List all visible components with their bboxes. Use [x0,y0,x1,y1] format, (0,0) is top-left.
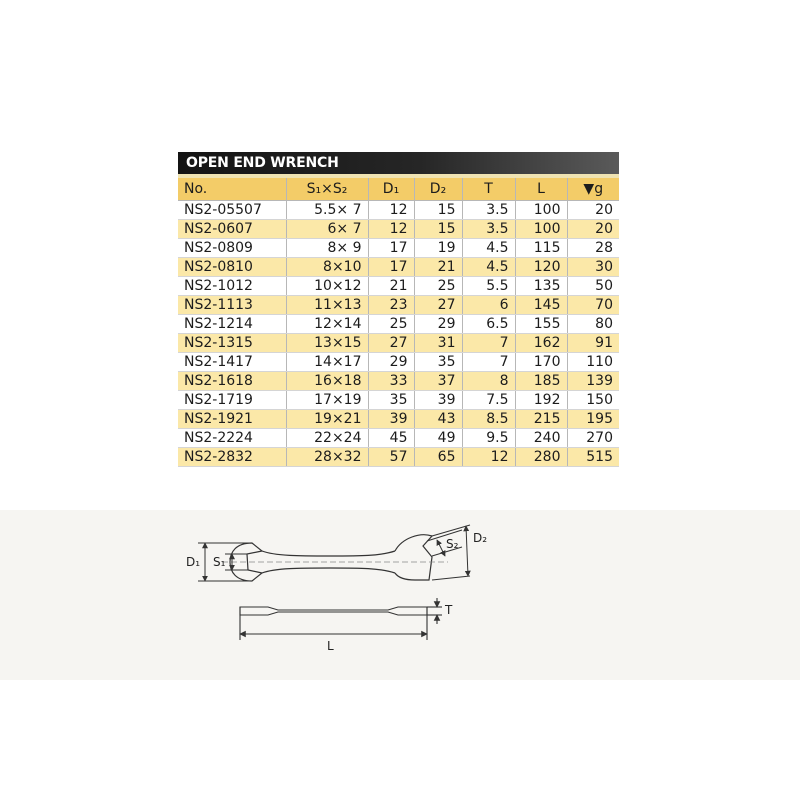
cell-size: 5.5× 7 [286,201,368,220]
cell-weight: 139 [567,372,619,391]
cell-size: 17×19 [286,391,368,410]
header-t: T [462,178,515,201]
table-row [178,296,619,315]
header-d2: D₂ [414,178,462,201]
cell-t: 6.5 [462,315,515,334]
cell-d1: 39 [368,410,414,429]
cell-no: NS2-1417 [178,353,286,372]
cell-l: 115 [515,239,567,258]
cell-weight: 20 [567,220,619,239]
table-row [178,315,619,334]
cell-weight: 30 [567,258,619,277]
label-d2: D₂ [473,531,488,545]
cell-l: 215 [515,410,567,429]
cell-d2: 15 [414,220,462,239]
cell-size: 12×14 [286,315,368,334]
cell-t: 4.5 [462,239,515,258]
cell-no: NS2-1113 [178,296,286,315]
cell-d2: 37 [414,372,462,391]
cell-size: 22×24 [286,429,368,448]
cell-no: NS2-1719 [178,391,286,410]
cell-size: 10×12 [286,277,368,296]
cell-d2: 43 [414,410,462,429]
cell-d1: 17 [368,258,414,277]
cell-weight: 70 [567,296,619,315]
cell-weight: 270 [567,429,619,448]
table-row [178,410,619,429]
table-row [178,448,619,467]
cell-size: 13×15 [286,334,368,353]
label-s1: S₁ [213,555,226,569]
cell-t: 7 [462,334,515,353]
table-row [178,258,619,277]
cell-d1: 17 [368,239,414,258]
cell-t: 7 [462,353,515,372]
cell-weight: 20 [567,201,619,220]
table-row [178,391,619,410]
header-d1: D₁ [368,178,414,201]
cell-d2: 35 [414,353,462,372]
cell-no: NS2-05507 [178,201,286,220]
cell-l: 192 [515,391,567,410]
cell-d1: 12 [368,201,414,220]
cell-size: 16×18 [286,372,368,391]
cell-weight: 28 [567,239,619,258]
cell-t: 3.5 [462,201,515,220]
cell-l: 120 [515,258,567,277]
cell-l: 100 [515,201,567,220]
cell-no: NS2-0809 [178,239,286,258]
cell-size: 8× 9 [286,239,368,258]
cell-d2: 21 [414,258,462,277]
cell-d2: 65 [414,448,462,467]
header-row [178,178,619,201]
cell-d1: 57 [368,448,414,467]
wrench-drawing [0,510,800,680]
table-title: OPEN END WRENCH [178,152,619,174]
cell-d1: 23 [368,296,414,315]
cell-d1: 29 [368,353,414,372]
cell-l: 240 [515,429,567,448]
table-row [178,220,619,239]
cell-weight: 110 [567,353,619,372]
cell-d1: 12 [368,220,414,239]
spec-table [178,178,619,467]
cell-l: 155 [515,315,567,334]
table-row [178,277,619,296]
cell-t: 9.5 [462,429,515,448]
label-s2: S₂ [446,537,459,551]
wrench-top-view [222,535,448,581]
cell-size: 11×13 [286,296,368,315]
cell-d2: 49 [414,429,462,448]
label-t: T [445,603,453,617]
cell-l: 280 [515,448,567,467]
cell-no: NS2-2224 [178,429,286,448]
header-weight: ▼g [567,178,619,201]
cell-l: 135 [515,277,567,296]
cell-d2: 15 [414,201,462,220]
label-d1: D₁ [186,555,201,569]
cell-t: 6 [462,296,515,315]
cell-d2: 25 [414,277,462,296]
cell-d1: 25 [368,315,414,334]
cell-d2: 19 [414,239,462,258]
table-row [178,429,619,448]
table-row [178,372,619,391]
cell-no: NS2-0607 [178,220,286,239]
cell-no: NS2-1012 [178,277,286,296]
cell-size: 28×32 [286,448,368,467]
cell-no: NS2-1618 [178,372,286,391]
cell-d2: 39 [414,391,462,410]
cell-l: 185 [515,372,567,391]
cell-t: 4.5 [462,258,515,277]
cell-d1: 45 [368,429,414,448]
cell-l: 162 [515,334,567,353]
cell-d1: 33 [368,372,414,391]
cell-d1: 21 [368,277,414,296]
cell-d2: 29 [414,315,462,334]
table-row [178,353,619,372]
cell-no: NS2-0810 [178,258,286,277]
cell-d2: 27 [414,296,462,315]
header-no: No. [178,178,286,201]
cell-no: NS2-1921 [178,410,286,429]
cell-weight: 195 [567,410,619,429]
cell-t: 12 [462,448,515,467]
table-row [178,239,619,258]
table-row [178,201,619,220]
cell-t: 8 [462,372,515,391]
table-row [178,334,619,353]
cell-d2: 31 [414,334,462,353]
wrench-diagram [0,510,800,680]
cell-no: NS2-2832 [178,448,286,467]
cell-weight: 91 [567,334,619,353]
cell-size: 14×17 [286,353,368,372]
cell-size: 19×21 [286,410,368,429]
cell-size: 6× 7 [286,220,368,239]
cell-weight: 150 [567,391,619,410]
cell-t: 8.5 [462,410,515,429]
cell-weight: 515 [567,448,619,467]
cell-no: NS2-1214 [178,315,286,334]
wrench-side-view [240,598,442,640]
header-l: L [515,178,567,201]
label-l: L [327,639,334,653]
cell-weight: 50 [567,277,619,296]
cell-t: 7.5 [462,391,515,410]
spec-sheet [178,152,619,467]
cell-d1: 27 [368,334,414,353]
cell-t: 5.5 [462,277,515,296]
cell-d1: 35 [368,391,414,410]
cell-size: 8×10 [286,258,368,277]
cell-l: 145 [515,296,567,315]
cell-l: 170 [515,353,567,372]
cell-no: NS2-1315 [178,334,286,353]
cell-t: 3.5 [462,220,515,239]
header-size: S₁×S₂ [286,178,368,201]
cell-l: 100 [515,220,567,239]
cell-weight: 80 [567,315,619,334]
